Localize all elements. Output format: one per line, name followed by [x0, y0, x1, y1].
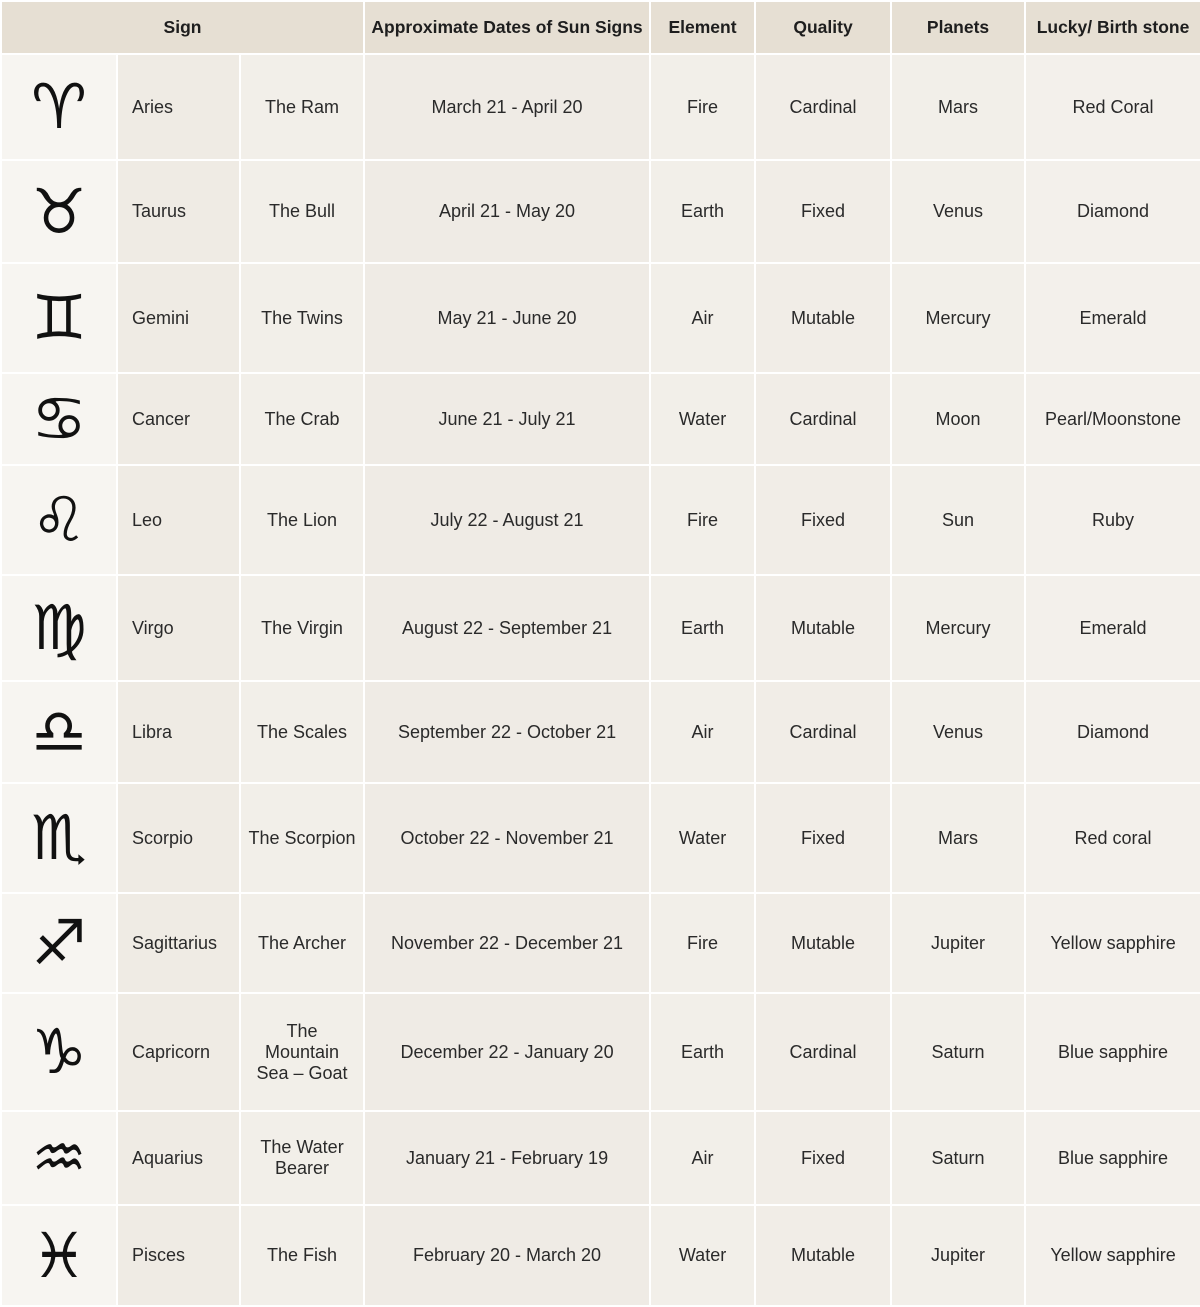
sign-planet: Mars	[891, 54, 1025, 160]
sign-title: The Virgin	[240, 575, 364, 681]
sign-element: Water	[650, 783, 755, 893]
sign-quality: Cardinal	[755, 373, 891, 465]
sign-element: Fire	[650, 465, 755, 575]
scorpio-icon: ♏	[31, 801, 87, 874]
sign-dates: June 21 - July 21	[364, 373, 650, 465]
sign-dates: May 21 - June 20	[364, 263, 650, 373]
sign-stone: Red coral	[1025, 783, 1200, 893]
sign-symbol-cell	[1, 681, 117, 783]
sign-element: Earth	[650, 993, 755, 1111]
sign-quality: Cardinal	[755, 681, 891, 783]
sign-name: Aries	[117, 54, 240, 160]
sign-element: Fire	[650, 54, 755, 160]
sign-stone: Emerald	[1025, 263, 1200, 373]
sign-symbol-cell	[1, 783, 117, 893]
sign-element: Air	[650, 1111, 755, 1205]
sign-quality: Fixed	[755, 160, 891, 263]
cancer-icon: ♋	[31, 382, 87, 455]
sign-quality: Mutable	[755, 263, 891, 373]
sign-symbol-cell	[1, 893, 117, 993]
sign-title: The Mountain Sea – Goat	[240, 993, 364, 1111]
sign-name: Pisces	[117, 1205, 240, 1306]
sign-dates: August 22 - September 21	[364, 575, 650, 681]
gemini-icon: ♊	[31, 281, 87, 354]
capricorn-icon: ♑	[31, 1015, 87, 1088]
taurus-icon: ♉	[31, 174, 87, 248]
sign-title: The Water Bearer	[240, 1111, 364, 1205]
sign-dates: July 22 - August 21	[364, 465, 650, 575]
sign-stone: Yellow sapphire	[1025, 1205, 1200, 1306]
sign-quality: Cardinal	[755, 54, 891, 160]
sign-name: Cancer	[117, 373, 240, 465]
sign-name: Capricorn	[117, 993, 240, 1111]
sign-planet: Jupiter	[891, 1205, 1025, 1306]
pisces-icon: ♓	[31, 1218, 87, 1292]
sign-name: Libra	[117, 681, 240, 783]
sign-planet: Mercury	[891, 263, 1025, 373]
sign-planet: Sun	[891, 465, 1025, 575]
sign-title: The Crab	[240, 373, 364, 465]
sign-dates: November 22 - December 21	[364, 893, 650, 993]
header-quality: Quality	[755, 1, 891, 54]
table-row	[1, 1205, 1200, 1306]
sign-title: The Fish	[240, 1205, 364, 1306]
header-row	[1, 1, 1200, 54]
sign-title: The Archer	[240, 893, 364, 993]
sign-symbol-cell	[1, 373, 117, 465]
sign-planet: Venus	[891, 160, 1025, 263]
sign-name: Taurus	[117, 160, 240, 263]
table-row	[1, 373, 1200, 465]
sign-dates: March 21 - April 20	[364, 54, 650, 160]
sign-stone: Emerald	[1025, 575, 1200, 681]
sign-element: Earth	[650, 575, 755, 681]
sign-planet: Mars	[891, 783, 1025, 893]
sign-element: Air	[650, 681, 755, 783]
sign-symbol-cell	[1, 993, 117, 1111]
sign-name: Leo	[117, 465, 240, 575]
virgo-icon: ♍	[31, 591, 87, 664]
header-planets: Planets	[891, 1, 1025, 54]
sign-planet: Jupiter	[891, 893, 1025, 993]
sign-quality: Fixed	[755, 465, 891, 575]
table-row	[1, 893, 1200, 993]
aries-icon: ♈	[31, 70, 87, 143]
sign-name: Sagittarius	[117, 893, 240, 993]
sign-title: The Bull	[240, 160, 364, 263]
sign-stone: Yellow sapphire	[1025, 893, 1200, 993]
sign-planet: Venus	[891, 681, 1025, 783]
sign-quality: Fixed	[755, 783, 891, 893]
sign-planet: Mercury	[891, 575, 1025, 681]
sign-dates: December 22 - January 20	[364, 993, 650, 1111]
sign-symbol-cell	[1, 465, 117, 575]
sign-title: The Ram	[240, 54, 364, 160]
sign-stone: Diamond	[1025, 681, 1200, 783]
sign-dates: February 20 - March 20	[364, 1205, 650, 1306]
sign-name: Gemini	[117, 263, 240, 373]
sign-name: Virgo	[117, 575, 240, 681]
sign-planet: Moon	[891, 373, 1025, 465]
sign-quality: Mutable	[755, 575, 891, 681]
sign-stone: Diamond	[1025, 160, 1200, 263]
sign-name: Scorpio	[117, 783, 240, 893]
sign-quality: Cardinal	[755, 993, 891, 1111]
table-row	[1, 575, 1200, 681]
sign-quality: Mutable	[755, 893, 891, 993]
sign-symbol-cell	[1, 54, 117, 160]
sign-dates: September 22 - October 21	[364, 681, 650, 783]
table-row	[1, 681, 1200, 783]
leo-icon: ♌	[31, 483, 87, 556]
sign-element: Air	[650, 263, 755, 373]
table-row	[1, 465, 1200, 575]
sign-quality: Fixed	[755, 1111, 891, 1205]
sign-symbol-cell	[1, 160, 117, 263]
sign-element: Water	[650, 1205, 755, 1306]
table-row	[1, 54, 1200, 160]
sign-symbol-cell	[1, 1111, 117, 1205]
table-row	[1, 993, 1200, 1111]
sign-symbol-cell	[1, 263, 117, 373]
header-element: Element	[650, 1, 755, 54]
sign-symbol-cell	[1, 1205, 117, 1306]
sign-title: The Twins	[240, 263, 364, 373]
header-dates: Approximate Dates of Sun Signs	[364, 1, 650, 54]
sign-name: Aquarius	[117, 1111, 240, 1205]
sign-dates: April 21 - May 20	[364, 160, 650, 263]
table-row	[1, 160, 1200, 263]
table-row	[1, 1111, 1200, 1205]
libra-icon: ♎	[31, 695, 87, 768]
sign-title: The Scales	[240, 681, 364, 783]
sign-quality: Mutable	[755, 1205, 891, 1306]
table-row	[1, 263, 1200, 373]
sign-element: Water	[650, 373, 755, 465]
header-sign: Sign	[1, 1, 364, 54]
sign-stone: Blue sapphire	[1025, 993, 1200, 1111]
sign-element: Earth	[650, 160, 755, 263]
aquarius-icon: ♒	[31, 1121, 87, 1194]
sign-stone: Red Coral	[1025, 54, 1200, 160]
table-body	[1, 54, 1200, 1306]
sign-stone: Blue sapphire	[1025, 1111, 1200, 1205]
sign-element: Fire	[650, 893, 755, 993]
table-row	[1, 783, 1200, 893]
header-stone: Lucky/ Birth stone	[1025, 1, 1200, 54]
sign-dates: October 22 - November 21	[364, 783, 650, 893]
sign-stone: Pearl/Moonstone	[1025, 373, 1200, 465]
sign-stone: Ruby	[1025, 465, 1200, 575]
sign-symbol-cell	[1, 575, 117, 681]
sign-planet: Saturn	[891, 993, 1025, 1111]
sign-title: The Scorpion	[240, 783, 364, 893]
sign-planet: Saturn	[891, 1111, 1025, 1205]
sign-title: The Lion	[240, 465, 364, 575]
sagittarius-icon: ♐	[31, 906, 87, 979]
sign-dates: January 21 - February 19	[364, 1111, 650, 1205]
